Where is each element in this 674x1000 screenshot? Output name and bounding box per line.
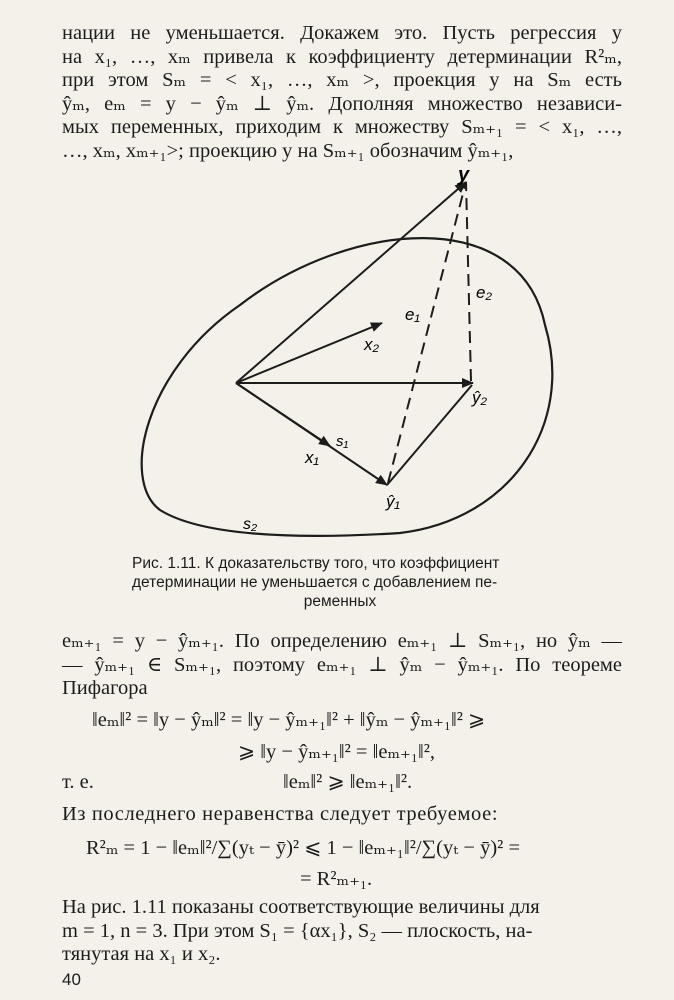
middle-paragraph <box>62 630 622 701</box>
text-line: тянутая на x₁ и x₂. <box>62 943 221 965</box>
text-line: ŷₘ, eₘ = y − ŷₘ ⊥ ŷₘ. Дополняя множество независи- <box>62 92 622 115</box>
text-line: …, xₘ, xₘ₊₁>; проекцию y на Sₘ₊₁ обозначим ŷₘ₊₁, <box>62 139 514 162</box>
label-x2: x₂ <box>364 335 379 354</box>
caption-line: Рис. 1.11. К доказательству того, что коэффициент <box>132 555 500 572</box>
caption-line: ременных <box>303 593 377 610</box>
text-line: нации не уменьшается. Докажем это. Пусть регрессия y <box>62 22 622 44</box>
label-y1-hat: ŷ₁ <box>386 492 400 511</box>
text-line: на x₁, …, xₘ привела к коэффициенту детерминации R²ₘ, <box>62 45 622 68</box>
label-x1: x₁ <box>305 448 319 467</box>
label-y2-hat: ŷ₂ <box>472 388 487 407</box>
text-line: Пифагора <box>62 677 148 699</box>
formula-r2-2: = R²ₘ₊₁. <box>300 868 373 890</box>
text-line: мых переменных, приходим к множеству Sₘ₊₁ = < x₁, …, <box>62 116 622 138</box>
text-line: m = 1, n = 3. При этом S₁ = {αx₁}, S₂ — плоскость, на- <box>62 919 533 942</box>
residual-e2 <box>466 182 471 381</box>
formula-pythagoras-1: ‖eₘ‖² = ‖y − ŷₘ‖² = ‖y − ŷₘ₊₁‖² + ‖ŷₘ − ŷₘ₊₁‖² ⩾ <box>92 709 486 731</box>
vector-x1 <box>236 383 330 446</box>
figure-1-11 <box>0 165 674 545</box>
formula-pythagoras-2: ⩾ ‖y − ŷₘ₊₁‖² = ‖eₘ₊₁‖², <box>238 741 436 763</box>
label-e1: e₁ <box>405 305 420 324</box>
text-line: На рис. 1.11 показаны соответствующие величины для <box>62 896 540 918</box>
text-line: — ŷₘ₊₁ ∈ Sₘ₊₁, поэтому eₘ₊₁ ⊥ ŷₘ − ŷₘ₊₁. По теореме <box>62 653 622 676</box>
formula-pythagoras-3: ‖eₘ‖² ⩾ ‖eₘ₊₁‖². <box>283 771 413 793</box>
conclusion-line: Из последнего неравенства следует требуемое: <box>62 803 499 825</box>
label-te: т. е. <box>62 771 94 793</box>
figure-caption <box>110 554 570 611</box>
vector-y <box>236 182 466 383</box>
vector-x2 <box>236 323 382 383</box>
page-number: 40 <box>62 970 81 989</box>
text-line: при этом Sₘ = < x₁, …, xₘ >, проекция y на Sₘ есть <box>62 69 622 91</box>
bottom-paragraph <box>62 896 622 967</box>
label-e2: e₂ <box>476 283 492 302</box>
label-s1: s₁ <box>336 433 349 450</box>
top-paragraph <box>62 22 622 163</box>
formula-r2-1: R²ₘ = 1 − ‖eₘ‖²/∑(yₜ − ȳ)² ⩽ 1 − ‖eₘ₊₁‖²/∑(yₜ − ȳ)² = <box>86 837 521 859</box>
caption-line: детерминации не уменьшается с добавлением пе- <box>132 574 498 591</box>
label-y: y <box>458 165 470 186</box>
text-line: eₘ₊₁ = y − ŷₘ₊₁. По определению eₘ₊₁ ⊥ Sₘ₊₁, но ŷₘ — <box>62 630 622 652</box>
label-s2: s₂ <box>243 516 258 533</box>
